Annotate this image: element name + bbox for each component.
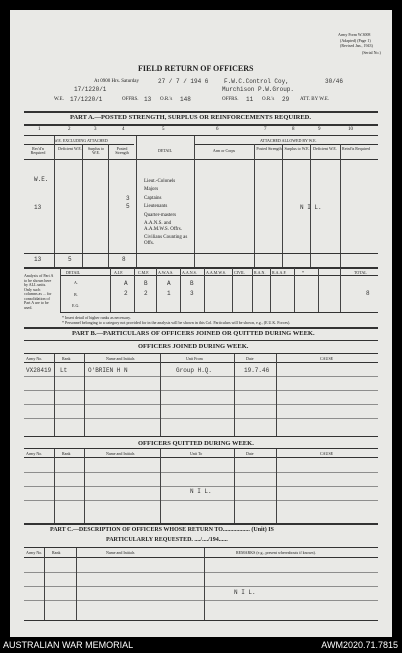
grid-v [252, 268, 253, 312]
part-b-title-rule [24, 340, 378, 341]
part-c-bottom-rule [24, 620, 378, 621]
header-we-label: W.E. [54, 97, 64, 102]
col-num-4: 4 [122, 127, 125, 132]
col-num-2: 2 [68, 127, 71, 132]
analysis-val-cmf: 2 [144, 290, 148, 297]
header-group: Murchison P.W.Group. [222, 86, 295, 93]
rank-qm: Quarter-masters [144, 213, 177, 218]
analysis-row-eg: E.G. [72, 303, 80, 308]
grid-v [136, 136, 137, 269]
rank-aans: A.A.N.S. and A.A.M.W.S. Offrs. [144, 221, 182, 232]
typed-we-13: 13 [34, 204, 42, 211]
grid-v [282, 144, 283, 269]
row-rule [24, 500, 378, 501]
analysis-letter-4: B [190, 280, 194, 287]
quitted-col-name: Name and Initials [106, 451, 135, 456]
col-header-7: Posted Strength [256, 146, 282, 151]
header-att-ors: 29 [282, 96, 290, 103]
quitted-col-unit: Unit To [190, 451, 203, 456]
part-a-nil: N I L. [300, 204, 322, 211]
analysis-letter-1: A [124, 280, 128, 287]
row-rule [24, 376, 378, 377]
joined-col-date: Date [246, 356, 254, 361]
grid-v [54, 449, 55, 523]
joined-col-unit: Unit From [186, 356, 203, 361]
analysis-val-aans: 3 [190, 290, 194, 297]
form-id-line1: Army Form W.3008 [338, 32, 371, 37]
form-id-line3: (Revised Jan., 1943) [340, 43, 373, 48]
joined-col-name: Name and Initials [106, 356, 135, 361]
col-header-3: Surplus to W.E. [87, 146, 105, 155]
part-c-title-2: PARTICULARLY REQUESTED. ..../..../194...... [106, 537, 228, 543]
quitted-nil: N I L. [190, 488, 212, 495]
joined-header-rule [24, 362, 378, 363]
analysis-col-ran: R.A.N. [254, 270, 266, 275]
rank-major: Majors [144, 187, 159, 192]
part-c-col-army-no: Army No. [26, 550, 43, 555]
grid-v [340, 268, 341, 312]
header-att-suffix: ATT. BY W.E. [300, 97, 330, 102]
quitted-col-cause: CAUSE [320, 451, 334, 456]
analysis-row-a: A. [74, 280, 78, 285]
analysis-col-aans: A.A.N.S. [182, 270, 197, 275]
part-a-header-rule [24, 159, 378, 160]
analysis-col-star: * [302, 270, 304, 275]
form-id-line2: (Adapted) (Page 1) [340, 38, 371, 43]
analysis-detail-label: DETAIL [66, 270, 81, 275]
analysis-val-aif: 2 [124, 290, 128, 297]
joined-col-rank: Rank [62, 356, 71, 361]
grid-v [54, 136, 55, 269]
part-a-title: PART A.—POSTED STRENGTH, SURPLUS OR REINFORCEMENTS REQUIRED. [70, 114, 311, 121]
part-a-num-rule [24, 135, 378, 136]
archive-footer [0, 639, 402, 653]
analysis-letter-3: A [167, 280, 171, 287]
part-c-title-rule [24, 547, 378, 548]
rank-captain: Captains [144, 196, 162, 201]
rank-civilians: Civilians Counting as Offs. [144, 235, 188, 246]
group-right-label: ATTACHED ALLOWED BY W.E. [260, 138, 317, 143]
row-rule [24, 472, 378, 473]
grid-v [160, 449, 161, 523]
typed-we: W.E. [34, 176, 49, 183]
part-c-title: PART C.—DESCRIPTION OF OFFICERS WHOSE RETURN TO.................. (Unit) IS [50, 527, 274, 533]
analysis-col-aif: A.I.F. [114, 270, 124, 275]
total-deficient: 5 [68, 256, 72, 263]
joined-army-no: VX28419 [26, 367, 52, 374]
analysis-header-rule [60, 275, 378, 276]
grid-v [160, 354, 161, 436]
posted-captains: 3 [126, 195, 130, 202]
col-header-10: Reinf'ts Required [342, 146, 370, 151]
analysis-col-aamws: A.A.M.W.S. [206, 270, 226, 275]
analysis-col-civil: CIVIL [234, 270, 245, 275]
grid-v [276, 354, 277, 436]
col-header-2: Deficient W.E. [58, 146, 82, 151]
quitted-header-rule [24, 457, 378, 458]
grid-v [194, 136, 195, 269]
grid-v [60, 268, 61, 312]
row-rule [24, 586, 378, 587]
rank-lieutenant: Lieutenants [144, 204, 168, 209]
grid-v [294, 268, 295, 312]
quitted-col-army-no: Army No. [26, 451, 43, 456]
form-id-line4: (Serial No.) [362, 50, 381, 55]
header-offrs2-label: OFFRS. [222, 97, 239, 102]
part-c-nil: N I L. [234, 589, 256, 596]
footer-accession-number: AWM2020.71.7815 [321, 640, 398, 650]
header-offrs-label: OFFRS. [122, 97, 139, 102]
document-page [10, 10, 392, 637]
quitted-title: OFFICERS QUITTED DURING WEEK. [138, 440, 254, 447]
joined-name: O'BRIEN H N [88, 367, 128, 374]
analysis-col-total: TOTAL [354, 270, 367, 275]
part-b-title: PART B.—PARTICULARS OF OFFICERS JOINED OR QUITTED DURING WEEK. [72, 330, 315, 337]
joined-date: 19.7.46 [244, 367, 270, 374]
grid-v [108, 144, 109, 269]
part-a-title-rule [24, 124, 378, 126]
header-we-offrs: 13 [144, 96, 152, 103]
col-num-10: 10 [348, 127, 353, 132]
col-header-6: Arm or Corps [212, 148, 236, 153]
quitted-col-rank: Rank [62, 451, 71, 456]
row-rule [24, 572, 378, 573]
grid-v [318, 268, 319, 312]
grid-v [234, 354, 235, 436]
grid-v [84, 449, 85, 523]
part-c-col-rank: Rank [52, 550, 61, 555]
header-time-label: At 0900 Hrs. Saturday [94, 79, 139, 84]
quitted-col-date: Date [246, 451, 254, 456]
grid-v [110, 268, 111, 312]
grid-v [54, 354, 55, 436]
total-required: 13 [34, 256, 42, 263]
grid-v [134, 268, 135, 312]
part-a-total-rule [24, 253, 378, 254]
joined-title-rule [24, 353, 378, 354]
col-num-8: 8 [292, 127, 295, 132]
col-num-7: 7 [264, 127, 267, 132]
analysis-val-awas: 1 [167, 290, 171, 297]
header-unit-ref-1: 17/1220/1 [74, 86, 107, 93]
part-b-bottom-rule [24, 523, 378, 525]
joined-col-army-no: Army No. [26, 356, 43, 361]
col-header-8: Surplus to W.E. [284, 146, 310, 151]
row-rule [24, 600, 378, 601]
part-c-header-rule [24, 557, 378, 558]
grid-v [156, 268, 157, 312]
grid-v [270, 268, 271, 312]
analysis-note: Analysis of Part A to be shown here by ALL units. Only such columns as ... for consolidation of Part A are to be used. [24, 273, 54, 310]
grid-v [204, 548, 205, 620]
col-num-1: 1 [38, 127, 41, 132]
total-posted: 8 [122, 256, 126, 263]
header-att-offrs: 11 [246, 96, 254, 103]
header-serial: 30/46 [325, 78, 344, 85]
header-ors-label: O.R.'s [160, 97, 173, 102]
joined-col-cause: CAUSE [320, 356, 334, 361]
part-b-top-rule [24, 327, 378, 329]
grid-v [340, 144, 341, 269]
joined-title: OFFICERS JOINED DURING WEEK. [138, 343, 249, 350]
header-date: 27 / 7 / 194 6 [158, 78, 209, 85]
group-right-rule [194, 144, 378, 145]
analysis-letter-2: B [144, 280, 148, 287]
grid-v [180, 268, 181, 312]
part-c-col-remarks: REMARKS (e.g., present whereabouts if known). [236, 550, 316, 555]
col-header-4: Posted Strength [115, 146, 129, 155]
joined-unit-from: Group H.Q. [176, 367, 213, 374]
grid-v [254, 144, 255, 269]
footer-source: AUSTRALIAN WAR MEMORIAL [3, 640, 134, 650]
row-rule [24, 418, 378, 419]
header-unit: F.W.C.Control Coy, [224, 78, 289, 85]
col-num-9: 9 [318, 127, 321, 132]
posted-lieutenants: 5 [126, 203, 130, 210]
joined-bottom-rule [24, 436, 378, 437]
part-a-top-rule [24, 111, 378, 113]
col-header-9: Deficient W.E. [313, 146, 337, 151]
analysis-total: 8 [366, 290, 370, 297]
quitted-title-rule [24, 448, 378, 449]
grid-v [76, 548, 77, 620]
rank-lt-col: Lieut.-Colonels [144, 179, 176, 184]
analysis-col-cmf: C.M.F. [138, 270, 150, 275]
row-rule [24, 390, 378, 391]
col-header-1: Rec'd'n Required [30, 146, 46, 155]
part-c-col-name: Name and Initials [106, 550, 135, 555]
header-we-ors: 148 [180, 96, 191, 103]
row-rule [24, 486, 378, 487]
col-num-6: 6 [216, 127, 219, 132]
analysis-col-raaf: R.A.A.F. [272, 270, 287, 275]
group-left-rule [24, 144, 134, 145]
analysis-bottom-rule [60, 312, 378, 313]
grid-v [44, 548, 45, 620]
joined-rank: Lt [60, 367, 68, 374]
grid-v [204, 268, 205, 312]
analysis-row-b: B. [74, 292, 78, 297]
analysis-col-awas: A.W.A.S. [158, 270, 174, 275]
grid-v [276, 449, 277, 523]
grid-v [84, 354, 85, 436]
header-unit-ref-2: 17/1220/1 [70, 96, 103, 103]
part-a-bottom-rule [24, 267, 378, 269]
col-num-3: 3 [94, 127, 97, 132]
grid-v [234, 449, 235, 523]
form-title: FIELD RETURN OF OFFICERS [138, 64, 254, 73]
analysis-footnote-1: * Insert detail of higher ranks as necessary. [62, 315, 131, 320]
group-left-label: W.E. EXCLUDING ATTACHED [54, 138, 108, 143]
row-rule [24, 404, 378, 405]
col-header-5: DETAIL [157, 148, 173, 153]
analysis-footnote-2: * Personnel belonging to a category not provided for in the analysis will be shown in this Col. Particulars will be shown, e.g., (E.U.K. Forces). [62, 320, 291, 325]
grid-v [232, 268, 233, 312]
grid-v [82, 144, 83, 269]
header-att-ors-label: O.R.'s [262, 97, 275, 102]
col-num-5: 5 [162, 127, 165, 132]
